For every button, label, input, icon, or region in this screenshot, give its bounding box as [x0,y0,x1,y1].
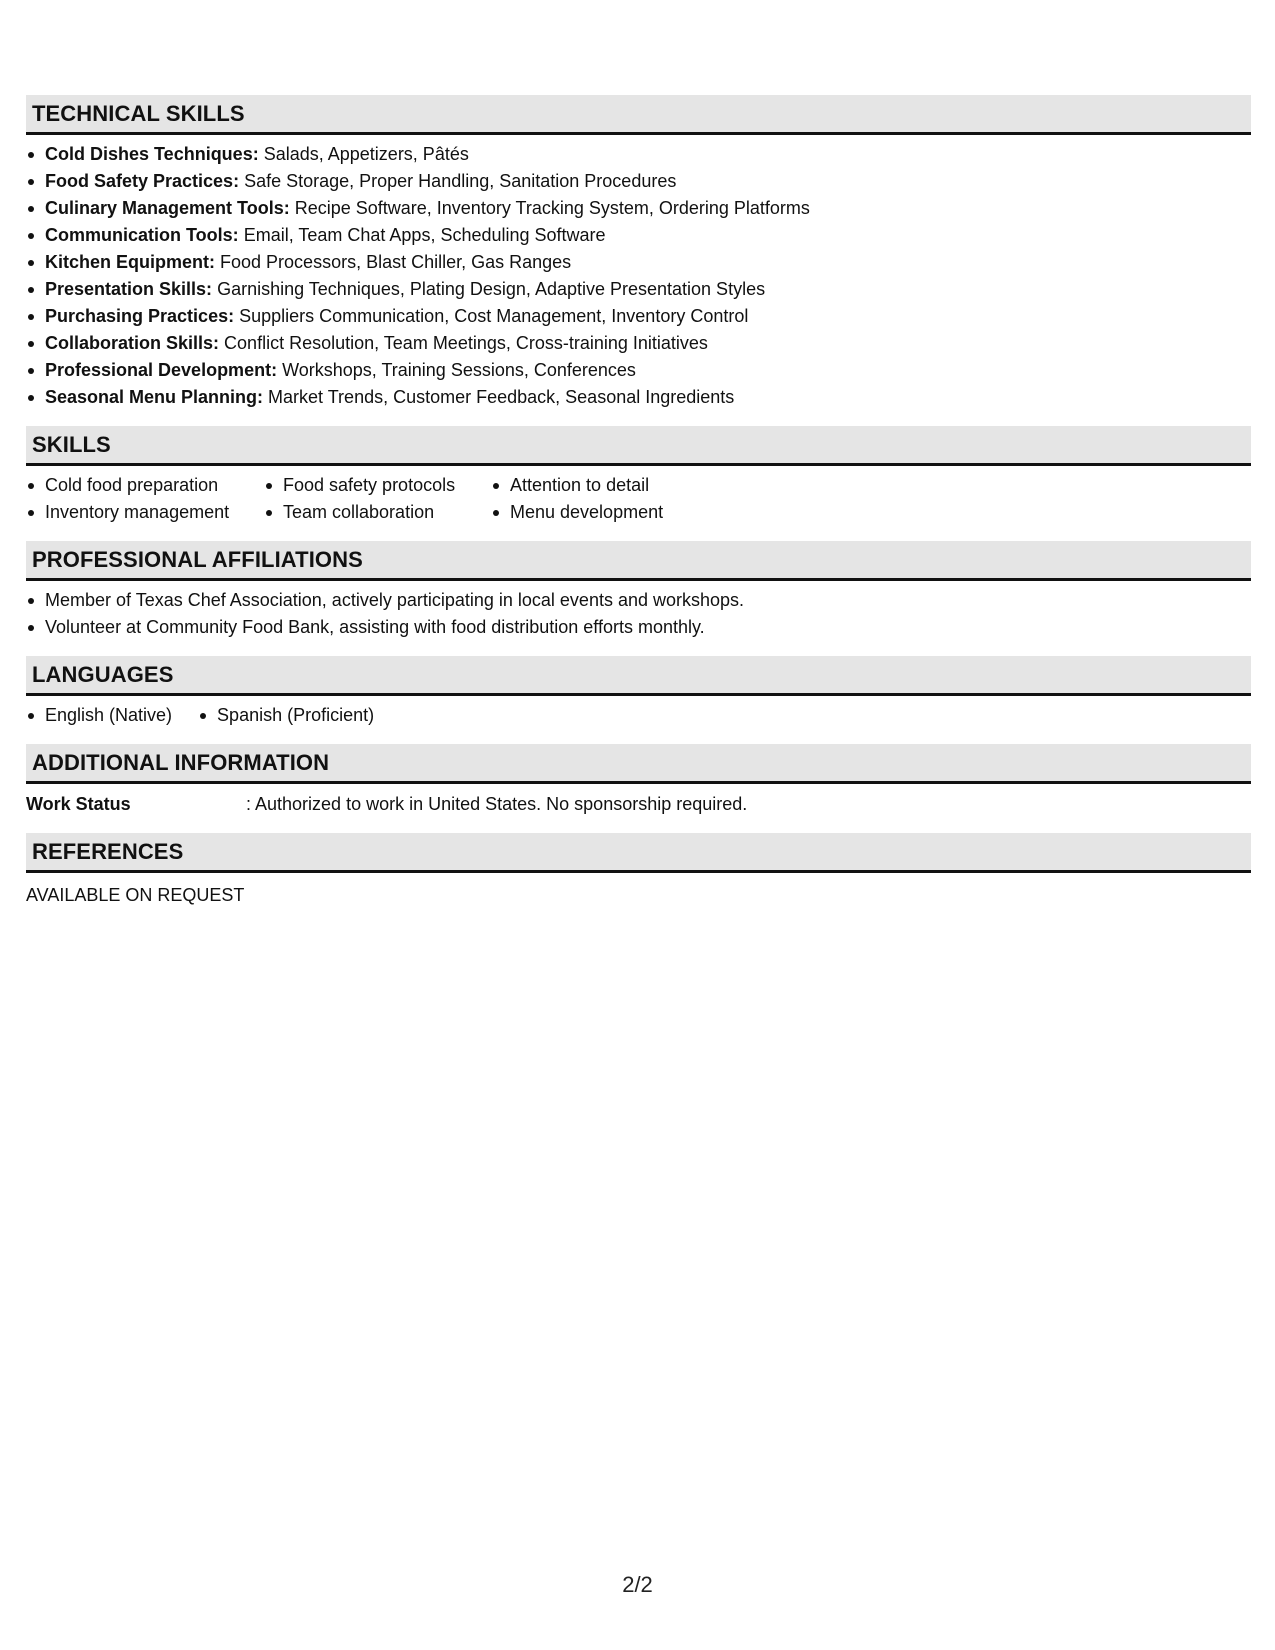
list-item [26,303,1251,330]
list-item: Menu development [491,499,1251,526]
references-section [26,833,1251,909]
item-text: Market Trends, Customer Feedback, Seasonal Ingredients [268,387,735,407]
list-item: Food safety protocols [264,472,491,499]
list-item: Volunteer at Community Food Bank, assisting with food distribution efforts monthly. [26,614,1251,641]
item-label: Purchasing Practices: [45,306,235,326]
list-item [26,141,1251,168]
list-item: Team collaboration [264,499,491,526]
item-label: Cold Dishes Techniques: [45,144,259,164]
list-item: Spanish (Proficient) [198,702,374,729]
languages-section [26,656,1251,729]
list-item: Member of Texas Chef Association, actively participating in local events and workshops. [26,587,1251,614]
section-title: REFERENCES [26,833,1251,873]
skills-section [26,426,1251,526]
item-text: Email, Team Chat Apps, Scheduling Software [243,225,606,245]
list-item [26,222,1251,249]
section-title: TECHNICAL SKILLS [26,95,1251,135]
item-label: Seasonal Menu Planning: [45,387,264,407]
affiliations-section [26,541,1251,641]
skills-list [26,472,1251,526]
item-label: Communication Tools: [45,225,239,245]
list-item: Inventory management [26,499,264,526]
affiliations-list [26,587,1251,641]
languages-list [26,702,1251,729]
item-label: Food Safety Practices: [45,171,240,191]
list-item [26,249,1251,276]
list-item [26,195,1251,222]
resume-page [26,95,1251,924]
item-text: Workshops, Training Sessions, Conferences [282,360,636,380]
item-text: Salads, Appetizers, Pâtés [263,144,469,164]
page-number: 2/2 [622,1572,653,1597]
item-label: Professional Development: [45,360,278,380]
item-label: Collaboration Skills: [45,333,220,353]
list-item [26,168,1251,195]
section-title: LANGUAGES [26,656,1251,696]
section-title: ADDITIONAL INFORMATION [26,744,1251,784]
additional-info-section [26,744,1251,818]
item-text: Food Processors, Blast Chiller, Gas Ranges [220,252,572,272]
list-item [26,384,1251,411]
technical-skills-section [26,95,1251,411]
item-text: Conflict Resolution, Team Meetings, Cross-training Initiatives [224,333,708,353]
work-status-value: : Authorized to work in United States. No sponsorship required. [246,794,748,814]
list-item: English (Native) [26,702,172,729]
item-text: Garnishing Techniques, Plating Design, Adaptive Presentation Styles [217,279,766,299]
item-label: Presentation Skills: [45,279,213,299]
item-text: Recipe Software, Inventory Tracking System, Ordering Platforms [294,198,810,218]
section-title: SKILLS [26,426,1251,466]
technical-skills-list [26,141,1251,411]
section-title: PROFESSIONAL AFFILIATIONS [26,541,1251,581]
list-item [26,276,1251,303]
list-item: Cold food preparation [26,472,264,499]
references-text: AVAILABLE ON REQUEST [26,885,245,905]
item-label: Culinary Management Tools: [45,198,290,218]
list-item [26,330,1251,357]
item-text: Suppliers Communication, Cost Management, Inventory Control [239,306,749,326]
list-item [26,357,1251,384]
list-item: Attention to detail [491,472,1251,499]
item-label: Kitchen Equipment: [45,252,215,272]
work-status-label: Work Status [26,794,131,814]
item-text: Safe Storage, Proper Handling, Sanitation Procedures [244,171,677,191]
work-status-row [26,791,1251,818]
